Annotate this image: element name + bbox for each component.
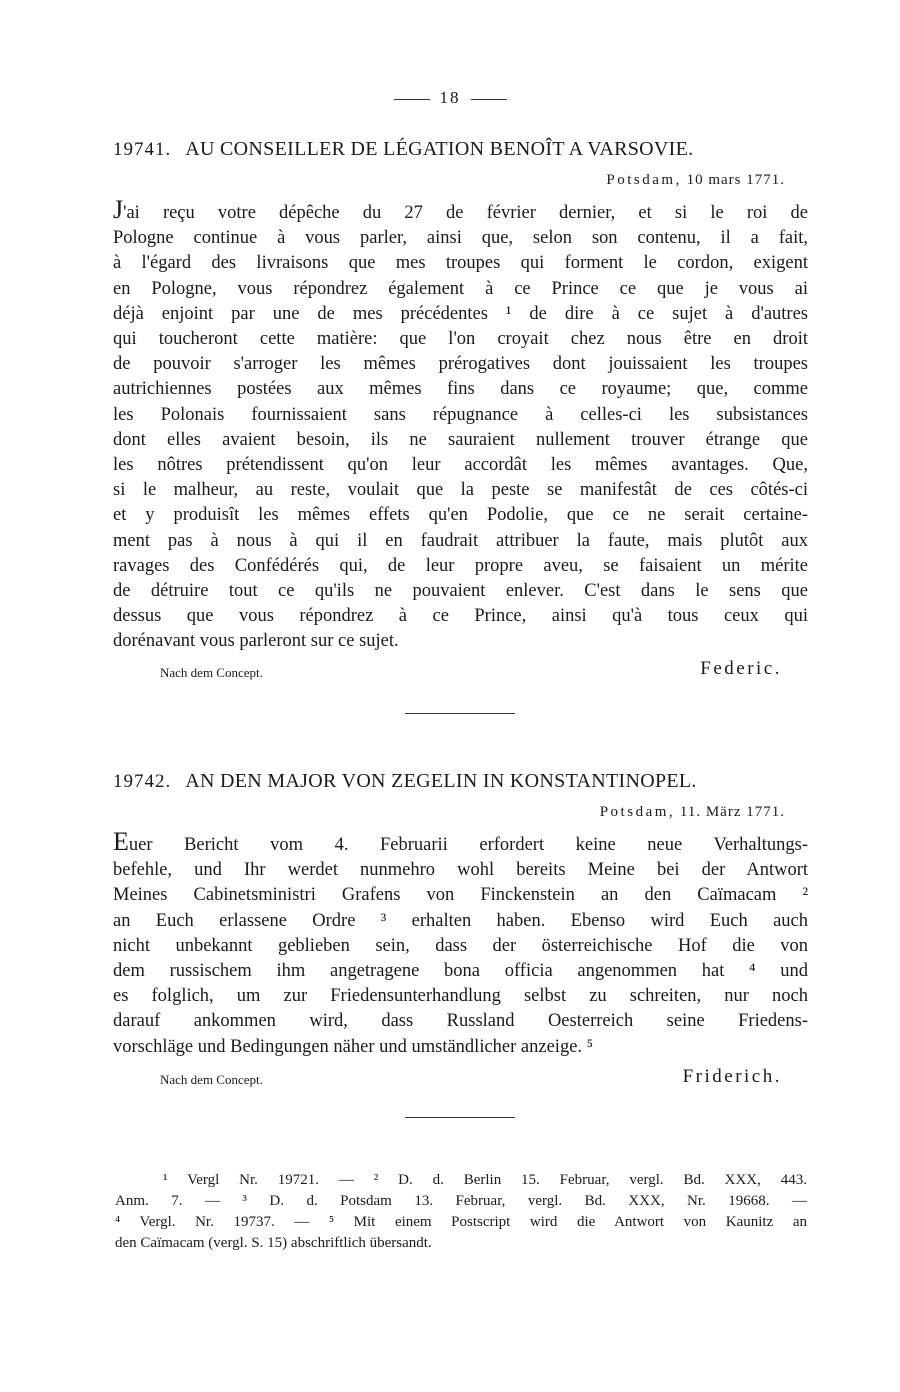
page-number: [0, 88, 900, 108]
letter-body: [113, 195, 808, 655]
body-line: autrichiennes postées aux mêmes fins dans ce royaume; que, comme: [113, 379, 808, 400]
body-line-text: uer Bericht vom 4. Februarii erfordert keine neue Verhaltungs-: [128, 835, 808, 855]
letter-dateline: [606, 172, 785, 189]
body-line: qui toucheront cette matière: que l'on croyait chez nous être en droit: [113, 329, 808, 350]
page-number-dash-left: [394, 99, 430, 100]
body-line: en Pologne, vous répondrez également à ce Prince ce que je vous ai: [113, 278, 808, 299]
letter-number: 19741.: [113, 139, 172, 160]
body-line: [113, 827, 808, 858]
body-line: nicht unbekannt geblieben sein, dass der österreichische Hof die von: [113, 935, 808, 956]
body-line: les nôtres prétendissent qu'on leur accordât les mêmes avantages. Que,: [113, 455, 808, 476]
body-line: dessus que vous répondrez à ce Prince, ainsi qu'à tous ceux qui: [113, 606, 808, 627]
body-line: Pologne continue à vous parler, ainsi que, selon son contenu, il a fait,: [113, 228, 808, 249]
drop-initial: E: [113, 827, 129, 856]
signature: Federic.: [700, 658, 782, 679]
body-line: déjà enjoint par une de mes précédentes ¹ de dire à ce sujet à d'autres: [113, 303, 808, 324]
footnote-line: den Caïmacam (vergl. S. 15) abschriftlich übersandt.: [115, 1235, 432, 1251]
body-line: Meines Cabinetsministri Grafens von Finckenstein an den Caïmacam ²: [113, 885, 808, 906]
letter-heading: [113, 138, 813, 161]
letter-date: 11. März 1771.: [679, 804, 785, 820]
footnote-line: Anm. 7. — ³ D. d. Potsdam 13. Februar, vergl. Bd. XXX, Nr. 19668. —: [115, 1193, 807, 1209]
letter-body: [113, 827, 808, 1060]
body-line: darauf ankommen wird, dass Russland Oesterreich seine Friedens-: [113, 1011, 808, 1032]
letter-dateline: [600, 804, 785, 821]
body-line: de détruire tout ce qu'ils ne pouvaient enlever. C'est dans le sens que: [113, 581, 808, 602]
body-line: et y produisît les mêmes effets qu'en Podolie, que ce ne serait certaine-: [113, 505, 808, 526]
body-line: vorschläge und Bedingungen näher und umständlicher anzeige. ⁵: [113, 1036, 594, 1057]
body-line: [113, 195, 808, 226]
body-line: dont elles avaient besoin, ils ne sauraient nullement trouver étrange que: [113, 429, 808, 450]
letter-title: AU CONSEILLER DE LÉGATION BENOÎT A VARSOVIE.: [185, 138, 694, 160]
body-line: à l'égard des livraisons que mes troupes qui forment le cordon, exigent: [113, 253, 808, 274]
body-line: an Euch erlassene Ordre ³ erhalten haben. Ebenso wird Euch auch: [113, 910, 808, 931]
letter-number: 19742.: [113, 771, 172, 792]
body-line: dorénavant vous parleront sur ce sujet.: [113, 631, 399, 652]
footnote-line: ⁴ Vergl. Nr. 19737. — ⁵ Mit einem Postscript wird die Antwort von Kaunitz an: [115, 1214, 807, 1230]
body-line: ravages des Confédérés qui, de leur propre aveu, se faisaient un mérite: [113, 555, 808, 576]
body-line: ment pas à nous à qui il en faudrait attribuer la faute, mais plutôt aux: [113, 530, 808, 551]
source-note: Nach dem Concept.: [160, 665, 263, 680]
body-line: dem russischem ihm angetragene bona officia angenommen hat ⁴ und: [113, 961, 808, 982]
body-line-text: 'ai reçu votre dépêche du 27 de février dernier, et si le roi de: [123, 203, 808, 223]
page-number-dash-right: [471, 99, 507, 100]
source-note: Nach dem Concept.: [160, 1072, 263, 1087]
footnote-line: ¹ Vergl Nr. 19721. — ² D. d. Berlin 15. Februar, vergl. Bd. XXX, 443.: [163, 1172, 807, 1188]
letter-title: AN DEN MAJOR VON ZEGELIN IN KONSTANTINOPEL.: [185, 770, 697, 792]
letter-date: 10 mars 1771.: [686, 172, 785, 188]
footnotes: [115, 1170, 807, 1254]
body-line: befehle, und Ihr werdet nunmehro wohl bereits Meine bei der Antwort: [113, 860, 808, 881]
letter-place: Potsdam,: [606, 172, 682, 188]
body-line: de pouvoir s'arroger les mêmes prérogatives dont jouissaient les troupes: [113, 354, 808, 375]
letter-place: Potsdam,: [599, 804, 676, 820]
letter-heading: [113, 770, 813, 793]
page-number-text: 18: [439, 88, 461, 107]
signature: Friderich.: [682, 1066, 782, 1087]
section-divider: [405, 713, 515, 714]
drop-initial: J: [113, 195, 124, 224]
body-line: si le malheur, au reste, voulait que la peste se manifestât de ces côtés-ci: [113, 480, 808, 501]
body-line: es folglich, um zur Friedensunterhandlung selbst zu schreiten, nur noch: [113, 986, 808, 1007]
body-line: les Polonais fournissaient sans répugnance à celles-ci les subsistances: [113, 404, 808, 425]
section-divider: [405, 1117, 515, 1118]
